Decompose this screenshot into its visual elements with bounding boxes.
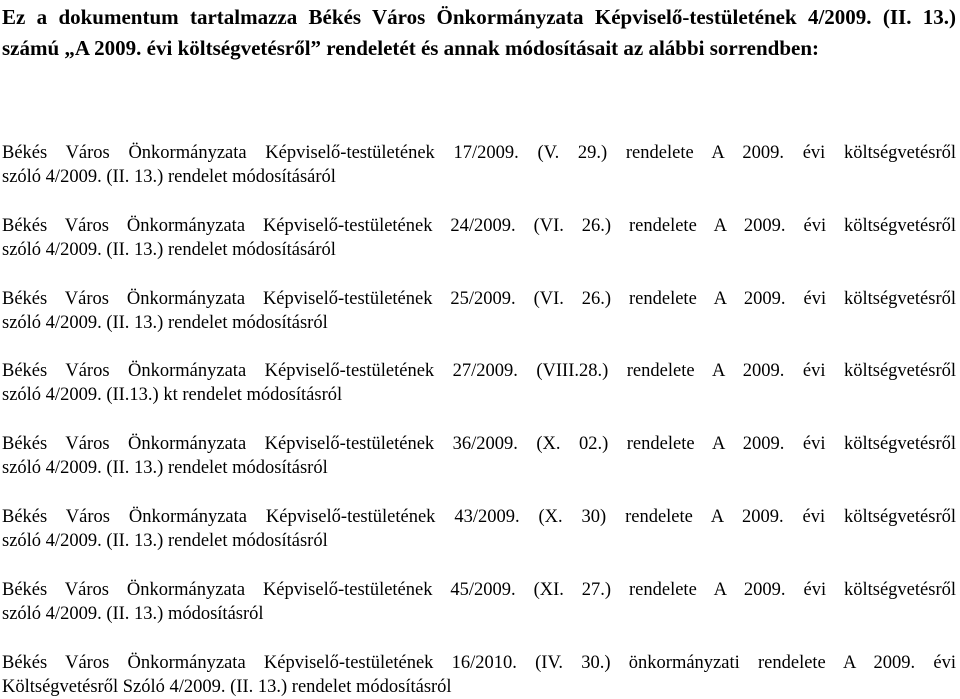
amendment-title-line: Békés Város Önkormányzata Képviselő-testületének 27/2009. (VIII.28.) rendelete A 2009. évi költségvetésről: [2, 361, 956, 381]
amendment-subtitle-line: szóló 4/2009. (II.13.) kt rendelet módosításról: [2, 385, 343, 405]
amendment-entry: [2, 432, 956, 480]
document-heading: Ez a dokumentum tartalmazza Békés Város Önkormányzata Képviselő-testületének 4/2009. (II. 13.) számú „A 2009. évi költségvetésről” rendeletét és annak módosításait az alábbi sorrendben:: [2, 5, 956, 60]
amendment-entry: [2, 578, 956, 626]
amendment-title-line: Békés Város Önkormányzata Képviselő-testületének 36/2009. (X. 02.) rendelete A 2009. évi költségvetésről: [2, 434, 956, 454]
amendment-entry: [2, 359, 956, 407]
amendment-title-line: Békés Város Önkormányzata Képviselő-testületének 24/2009. (VI. 26.) rendelete A 2009. évi költségvetésről: [2, 216, 956, 236]
amendment-subtitle-line: szóló 4/2009. (II. 13.) rendelet módosításáról: [2, 167, 336, 187]
amendment-title-line: Békés Város Önkormányzata Képviselő-testületének 43/2009. (X. 30) rendelete A 2009. évi költségvetésről: [2, 507, 956, 527]
amendment-title-line: Békés Város Önkormányzata Képviselő-testületének 16/2010. (IV. 30.) önkormányzati rendelete A 2009. évi: [2, 653, 956, 673]
amendment-subtitle-line: szóló 4/2009. (II. 13.) rendelet módosításról: [2, 531, 328, 551]
amendment-subtitle-line: szóló 4/2009. (II. 13.) rendelet módosításáról: [2, 240, 336, 260]
amendment-entry: [2, 505, 956, 553]
amendment-entry: [2, 214, 956, 262]
amendment-title-line: Békés Város Önkormányzata Képviselő-testületének 45/2009. (XI. 27.) rendelete A 2009. évi költségvetésről: [2, 580, 956, 600]
amendment-title-line: Békés Város Önkormányzata Képviselő-testületének 17/2009. (V. 29.) rendelete A 2009. évi költségvetésről: [2, 143, 956, 163]
amendment-title-line: Békés Város Önkormányzata Képviselő-testületének 25/2009. (VI. 26.) rendelete A 2009. évi költségvetésről: [2, 289, 956, 309]
amendment-entry: [2, 287, 956, 335]
amendment-subtitle-line: szóló 4/2009. (II. 13.) módosításról: [2, 604, 264, 624]
amendment-subtitle-line: szóló 4/2009. (II. 13.) rendelet módosításról: [2, 313, 328, 333]
amendment-subtitle-line: Költségvetésről Szóló 4/2009. (II. 13.) rendelet módosításról: [2, 677, 452, 697]
amendment-subtitle-line: szóló 4/2009. (II. 13.) rendelet módosításról: [2, 458, 328, 478]
amendment-entry: [2, 141, 956, 189]
amendment-entry: [2, 651, 956, 699]
